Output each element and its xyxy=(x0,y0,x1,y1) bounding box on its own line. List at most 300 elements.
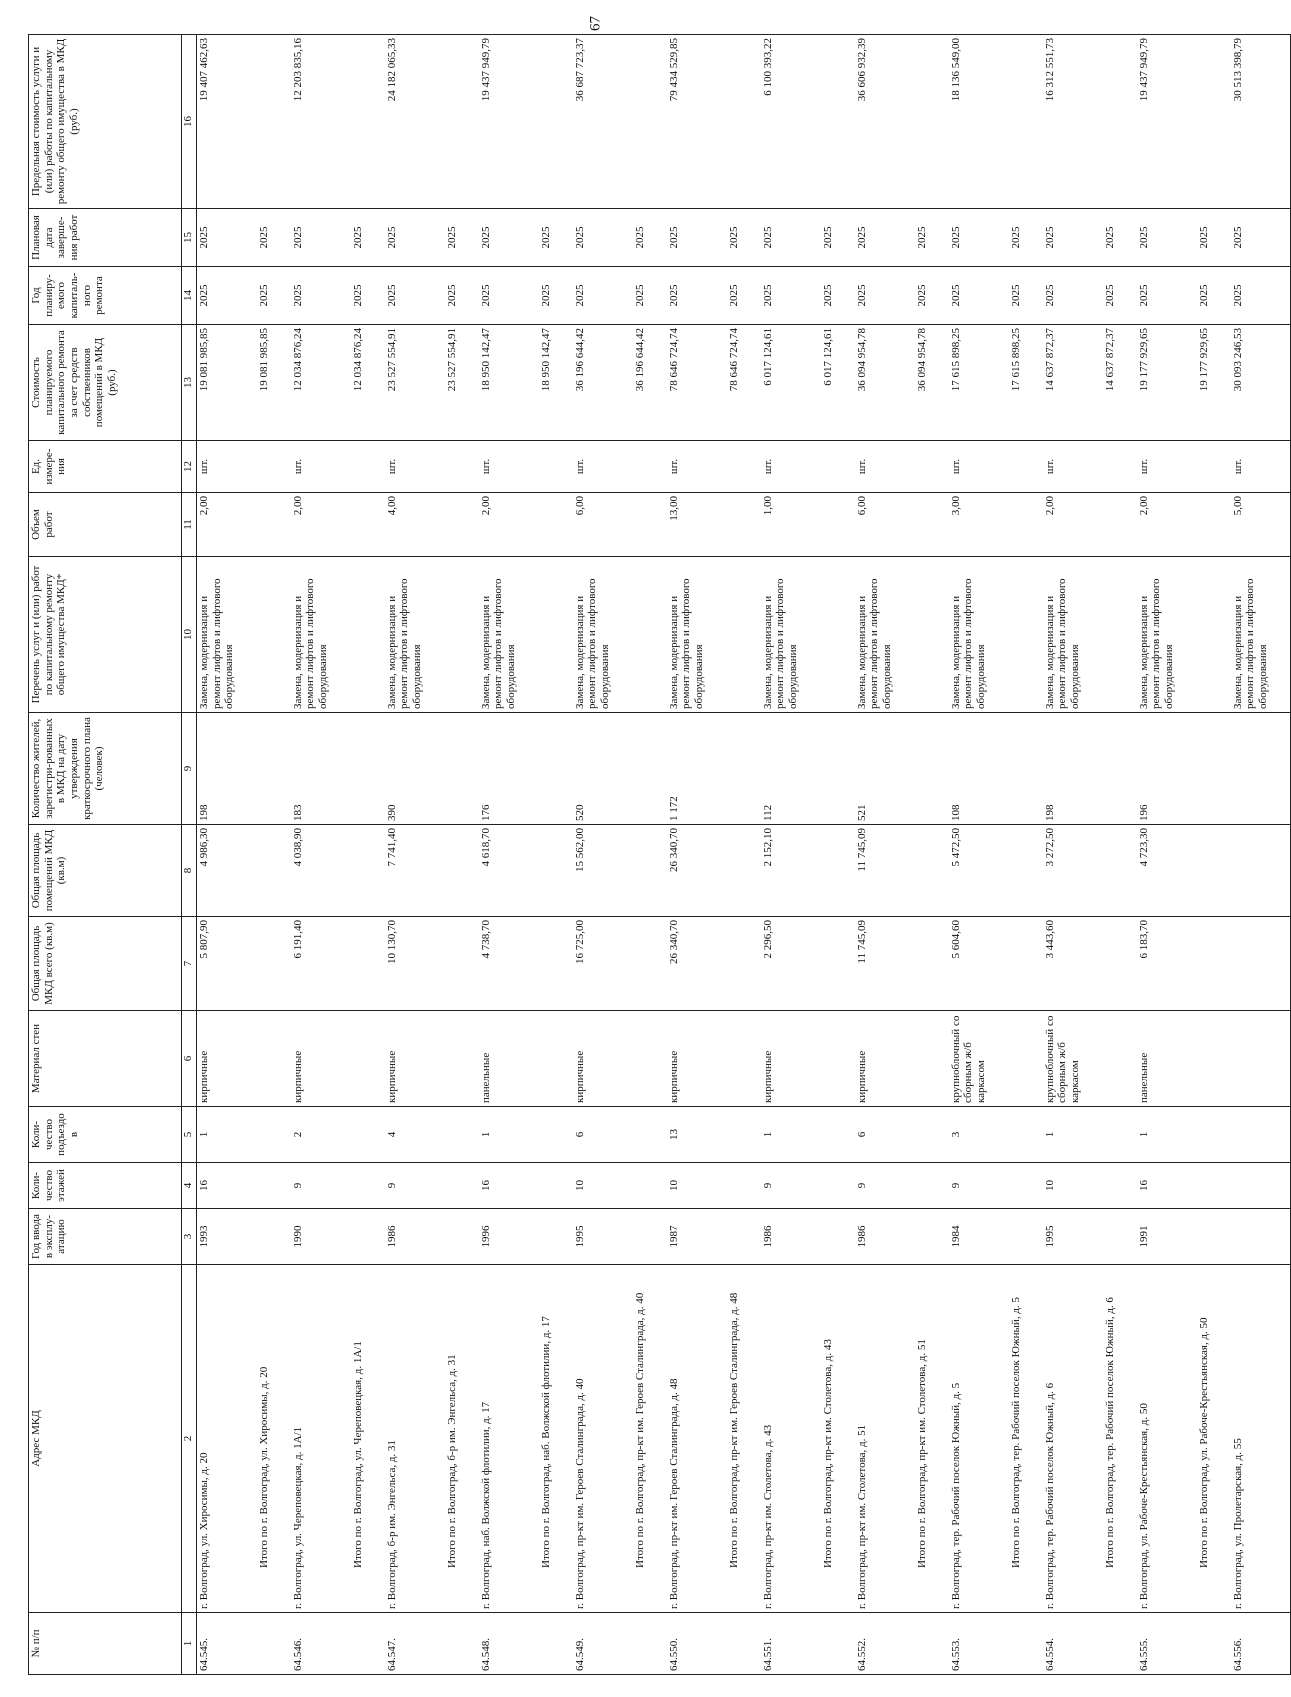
max-cost-cell: 36 687 723,37 xyxy=(573,35,633,209)
work-list-cell: Замена, модернизация и ремонт лифтов и лифтового оборудования xyxy=(1231,557,1291,713)
work-volume-cell xyxy=(1103,493,1137,557)
work-list-cell: Замена, модернизация и ремонт лифтов и лифтового оборудования xyxy=(949,557,1009,713)
rooms-area-cell xyxy=(727,825,761,917)
floors-cell: 9 xyxy=(291,1163,351,1209)
end-date-cell: 2025 xyxy=(351,209,385,267)
max-cost-cell xyxy=(1009,35,1043,209)
column-header-16: Предельная стоимость услуги и (или) работы по капитальному ремонту общего имущества в МКД (руб.) xyxy=(29,35,182,209)
max-cost-cell xyxy=(539,35,573,209)
row-number-cell: 64.546. xyxy=(291,1613,351,1675)
row-number-cell xyxy=(821,1613,855,1675)
plan-year-cell: 2025 xyxy=(385,267,445,325)
year-built-cell xyxy=(1197,1209,1231,1265)
address-cell: Итого по г. Волгоград, ул. Хиросимы, д. 20 xyxy=(257,1265,291,1613)
end-date-cell: 2025 xyxy=(291,209,351,267)
owner-cost-cell: 17 615 898,25 xyxy=(949,325,1009,441)
entrances-cell xyxy=(351,1107,385,1163)
work-list-cell xyxy=(351,557,385,713)
unit-cell xyxy=(821,441,855,493)
address-cell: Итого по г. Волгоград, тер. Рабочий поселок Южный, д. 6 xyxy=(1103,1265,1137,1613)
floors-cell xyxy=(1103,1163,1137,1209)
row-number-cell: 64.556. xyxy=(1231,1613,1291,1675)
work-list-cell xyxy=(539,557,573,713)
table-row xyxy=(761,35,821,1675)
year-built-cell xyxy=(1103,1209,1137,1265)
plan-year-cell: 2025 xyxy=(1009,267,1043,325)
entrances-cell: 4 xyxy=(385,1107,445,1163)
plan-year-cell: 2025 xyxy=(291,267,351,325)
total-area-cell: 5 807,90 xyxy=(197,917,257,1011)
total-area-cell xyxy=(1009,917,1043,1011)
entrances-cell xyxy=(821,1107,855,1163)
address-cell: г. Волгоград, ул. Хиросимы, д. 20 xyxy=(197,1265,257,1613)
entrances-cell xyxy=(633,1107,667,1163)
year-built-cell: 1996 xyxy=(479,1209,539,1265)
work-volume-cell: 13,00 xyxy=(667,493,727,557)
column-number-4: 4 xyxy=(182,1163,197,1209)
rooms-area-cell: 11 745,09 xyxy=(855,825,915,917)
work-list-cell: Замена, модернизация и ремонт лифтов и лифтового оборудования xyxy=(197,557,257,713)
total-row xyxy=(1103,35,1137,1675)
end-date-cell: 2025 xyxy=(1043,209,1103,267)
wall-material-cell xyxy=(351,1011,385,1107)
column-number-16: 16 xyxy=(182,35,197,209)
max-cost-cell: 79 434 529,85 xyxy=(667,35,727,209)
work-volume-cell: 6,00 xyxy=(573,493,633,557)
plan-year-cell: 2025 xyxy=(197,267,257,325)
work-volume-cell xyxy=(821,493,855,557)
max-cost-cell xyxy=(1103,35,1137,209)
floors-cell xyxy=(727,1163,761,1209)
total-area-cell xyxy=(539,917,573,1011)
end-date-cell: 2025 xyxy=(949,209,1009,267)
row-number-cell xyxy=(1197,1613,1231,1675)
work-volume-cell: 5,00 xyxy=(1231,493,1291,557)
residents-cell xyxy=(351,713,385,825)
unit-cell xyxy=(727,441,761,493)
owner-cost-cell: 23 527 554,91 xyxy=(445,325,479,441)
owner-cost-cell: 19 177 929,65 xyxy=(1137,325,1197,441)
table-row xyxy=(573,35,633,1675)
work-volume-cell xyxy=(539,493,573,557)
address-cell: Итого по г. Волгоград, пр-кт им. Столетова, д. 43 xyxy=(821,1265,855,1613)
address-cell: Итого по г. Волгоград, тер. Рабочий поселок Южный, д. 5 xyxy=(1009,1265,1043,1613)
end-date-cell: 2025 xyxy=(727,209,761,267)
table-row xyxy=(1231,35,1291,1675)
wall-material-cell xyxy=(1231,1011,1291,1107)
residents-cell: 390 xyxy=(385,713,445,825)
work-list-cell xyxy=(633,557,667,713)
entrances-cell: 13 xyxy=(667,1107,727,1163)
end-date-cell: 2025 xyxy=(633,209,667,267)
table-row xyxy=(949,35,1009,1675)
end-date-cell: 2025 xyxy=(1009,209,1043,267)
work-volume-cell: 2,00 xyxy=(1137,493,1197,557)
year-built-cell xyxy=(821,1209,855,1265)
column-number-8: 8 xyxy=(182,825,197,917)
work-list-cell: Замена, модернизация и ремонт лифтов и лифтового оборудования xyxy=(761,557,821,713)
column-number-11: 11 xyxy=(182,493,197,557)
entrances-cell xyxy=(257,1107,291,1163)
year-built-cell xyxy=(727,1209,761,1265)
end-date-cell: 2025 xyxy=(1231,209,1291,267)
wall-material-cell: кирпичные xyxy=(385,1011,445,1107)
floors-cell xyxy=(257,1163,291,1209)
residents-cell: 196 xyxy=(1137,713,1197,825)
work-list-cell: Замена, модернизация и ремонт лифтов и лифтового оборудования xyxy=(1137,557,1197,713)
rooms-area-cell: 15 562,00 xyxy=(573,825,633,917)
total-row xyxy=(1009,35,1043,1675)
residents-cell: 198 xyxy=(197,713,257,825)
column-header-5: Коли-чество подъездо в xyxy=(29,1107,182,1163)
rooms-area-cell: 2 152,10 xyxy=(761,825,821,917)
plan-year-cell: 2025 xyxy=(1137,267,1197,325)
column-header-9: Количество жителей, зарегистри-рованных в МКД на дату утверждения краткосрочного плана (человек) xyxy=(29,713,182,825)
end-date-cell: 2025 xyxy=(1137,209,1197,267)
plan-year-cell: 2025 xyxy=(667,267,727,325)
residents-cell xyxy=(1103,713,1137,825)
owner-cost-cell: 19 081 985,85 xyxy=(257,325,291,441)
row-number-cell: 64.554. xyxy=(1043,1613,1103,1675)
residents-cell xyxy=(821,713,855,825)
work-volume-cell: 2,00 xyxy=(291,493,351,557)
plan-year-cell: 2025 xyxy=(351,267,385,325)
address-cell: г. Волгоград, б-р им. Энгельса, д. 31 xyxy=(385,1265,445,1613)
work-list-cell: Замена, модернизация и ремонт лифтов и лифтового оборудования xyxy=(291,557,351,713)
rooms-area-cell: 4 986,30 xyxy=(197,825,257,917)
table-row xyxy=(1137,35,1197,1675)
unit-cell xyxy=(445,441,479,493)
owner-cost-cell: 36 196 644,42 xyxy=(573,325,633,441)
residents-cell xyxy=(539,713,573,825)
residents-cell: 520 xyxy=(573,713,633,825)
unit-cell: шт. xyxy=(291,441,351,493)
residents-cell: 521 xyxy=(855,713,915,825)
floors-cell xyxy=(351,1163,385,1209)
rooms-area-cell: 4 723,30 xyxy=(1137,825,1197,917)
column-header-1: № п/п xyxy=(29,1613,182,1675)
work-volume-cell: 6,00 xyxy=(855,493,915,557)
residents-cell xyxy=(1197,713,1231,825)
work-list-cell xyxy=(727,557,761,713)
end-date-cell: 2025 xyxy=(915,209,949,267)
column-header-15: Плановая дата заверше-ния работ xyxy=(29,209,182,267)
max-cost-cell xyxy=(821,35,855,209)
entrances-cell: 1 xyxy=(197,1107,257,1163)
wall-material-cell xyxy=(539,1011,573,1107)
plan-year-cell: 2025 xyxy=(445,267,479,325)
total-area-cell xyxy=(257,917,291,1011)
column-number-5: 5 xyxy=(182,1107,197,1163)
residents-cell xyxy=(445,713,479,825)
work-volume-cell xyxy=(445,493,479,557)
address-cell: Итого по г. Волгоград, ул. Череповецкая, д. 1А/1 xyxy=(351,1265,385,1613)
total-area-cell: 6 183,70 xyxy=(1137,917,1197,1011)
max-cost-cell xyxy=(445,35,479,209)
year-built-cell: 1986 xyxy=(761,1209,821,1265)
address-cell: г. Волгоград, ул. Пролетарская, д. 55 xyxy=(1231,1265,1291,1613)
address-cell: г. Волгоград, тер. Рабочий поселок Южный, д. 5 xyxy=(949,1265,1009,1613)
total-area-cell: 26 340,70 xyxy=(667,917,727,1011)
entrances-cell: 1 xyxy=(1043,1107,1103,1163)
row-number-cell xyxy=(633,1613,667,1675)
wall-material-cell: кирпичные xyxy=(761,1011,821,1107)
plan-year-cell: 2025 xyxy=(633,267,667,325)
entrances-cell: 2 xyxy=(291,1107,351,1163)
total-area-cell: 11 745,09 xyxy=(855,917,915,1011)
year-built-cell: 1993 xyxy=(197,1209,257,1265)
owner-cost-cell: 14 637 872,37 xyxy=(1103,325,1137,441)
address-cell: Итого по г. Волгоград, пр-кт им. Столетова, д. 51 xyxy=(915,1265,949,1613)
floors-cell: 10 xyxy=(1043,1163,1103,1209)
owner-cost-cell: 19 081 985,85 xyxy=(197,325,257,441)
owner-cost-cell: 23 527 554,91 xyxy=(385,325,445,441)
plan-year-cell: 2025 xyxy=(821,267,855,325)
total-row xyxy=(257,35,291,1675)
max-cost-cell xyxy=(257,35,291,209)
column-header-12: Ед. измере-ния xyxy=(29,441,182,493)
address-cell: Итого по г. Волгоград, пр-кт им. Героев Сталинграда, д. 48 xyxy=(727,1265,761,1613)
table-body xyxy=(197,35,1291,1675)
rooms-area-cell xyxy=(351,825,385,917)
owner-cost-cell: 36 094 954,78 xyxy=(855,325,915,441)
residents-cell xyxy=(1231,713,1291,825)
owner-cost-cell: 18 950 142,47 xyxy=(539,325,573,441)
max-cost-cell: 18 136 549,00 xyxy=(949,35,1009,209)
owner-cost-cell: 14 637 872,37 xyxy=(1043,325,1103,441)
wall-material-cell xyxy=(257,1011,291,1107)
row-number-cell: 64.547. xyxy=(385,1613,445,1675)
end-date-cell: 2025 xyxy=(1103,209,1137,267)
work-volume-cell: 2,00 xyxy=(197,493,257,557)
end-date-cell: 2025 xyxy=(667,209,727,267)
floors-cell xyxy=(821,1163,855,1209)
column-header-3: Год ввода в эксплу-атацию xyxy=(29,1209,182,1265)
year-built-cell: 1995 xyxy=(573,1209,633,1265)
year-built-cell xyxy=(539,1209,573,1265)
year-built-cell: 1986 xyxy=(855,1209,915,1265)
row-number-cell: 64.555. xyxy=(1137,1613,1197,1675)
column-number-3: 3 xyxy=(182,1209,197,1265)
table-row xyxy=(385,35,445,1675)
total-area-cell: 16 725,00 xyxy=(573,917,633,1011)
address-cell: г. Волгоград, пр-кт им. Столетова, д. 51 xyxy=(855,1265,915,1613)
column-number-1: 1 xyxy=(182,1613,197,1675)
total-area-cell xyxy=(1103,917,1137,1011)
total-area-cell: 2 296,50 xyxy=(761,917,821,1011)
owner-cost-cell: 78 646 724,74 xyxy=(727,325,761,441)
year-built-cell: 1986 xyxy=(385,1209,445,1265)
total-area-cell xyxy=(1197,917,1231,1011)
row-number-cell xyxy=(445,1613,479,1675)
rooms-area-cell xyxy=(539,825,573,917)
table-row xyxy=(291,35,351,1675)
owner-cost-cell: 12 034 876,24 xyxy=(291,325,351,441)
rooms-area-cell: 4 618,70 xyxy=(479,825,539,917)
owner-cost-cell: 78 646 724,74 xyxy=(667,325,727,441)
end-date-cell: 2025 xyxy=(445,209,479,267)
floors-cell: 16 xyxy=(479,1163,539,1209)
address-cell: Итого по г. Волгоград, пр-кт им. Героев Сталинграда, д. 40 xyxy=(633,1265,667,1613)
wall-material-cell: кирпичные xyxy=(855,1011,915,1107)
total-row xyxy=(445,35,479,1675)
row-number-cell xyxy=(1103,1613,1137,1675)
work-volume-cell xyxy=(633,493,667,557)
rooms-area-cell xyxy=(257,825,291,917)
plan-year-cell: 2025 xyxy=(855,267,915,325)
end-date-cell: 2025 xyxy=(479,209,539,267)
entrances-cell xyxy=(445,1107,479,1163)
owner-cost-cell: 17 615 898,25 xyxy=(1009,325,1043,441)
wall-material-cell: крупноблочный со сборным ж/б каркасом xyxy=(1043,1011,1103,1107)
column-header-11: Объем работ xyxy=(29,493,182,557)
plan-year-cell: 2025 xyxy=(761,267,821,325)
rooms-area-cell: 3 272,50 xyxy=(1043,825,1103,917)
max-cost-cell xyxy=(351,35,385,209)
rooms-area-cell xyxy=(1197,825,1231,917)
work-volume-cell: 3,00 xyxy=(949,493,1009,557)
year-built-cell: 1984 xyxy=(949,1209,1009,1265)
column-number-6: 6 xyxy=(182,1011,197,1107)
column-header-14: Год планиру-емого капиталь-ного ремонта xyxy=(29,267,182,325)
residents-cell xyxy=(1009,713,1043,825)
unit-cell xyxy=(351,441,385,493)
max-cost-cell: 19 437 949,79 xyxy=(479,35,539,209)
year-built-cell xyxy=(1231,1209,1291,1265)
unit-cell xyxy=(1009,441,1043,493)
work-list-cell xyxy=(257,557,291,713)
floors-cell: 16 xyxy=(1137,1163,1197,1209)
wall-material-cell xyxy=(633,1011,667,1107)
max-cost-cell: 16 312 551,73 xyxy=(1043,35,1103,209)
max-cost-cell: 12 203 835,16 xyxy=(291,35,351,209)
total-area-cell xyxy=(821,917,855,1011)
unit-cell: шт. xyxy=(949,441,1009,493)
year-built-cell xyxy=(445,1209,479,1265)
table-row xyxy=(667,35,727,1675)
year-built-cell: 1990 xyxy=(291,1209,351,1265)
unit-cell: шт. xyxy=(855,441,915,493)
owner-cost-cell: 19 177 929,65 xyxy=(1197,325,1231,441)
entrances-cell xyxy=(727,1107,761,1163)
floors-cell: 10 xyxy=(573,1163,633,1209)
total-row xyxy=(539,35,573,1675)
year-built-cell: 1991 xyxy=(1137,1209,1197,1265)
unit-cell: шт. xyxy=(1137,441,1197,493)
plan-year-cell: 2025 xyxy=(257,267,291,325)
max-cost-cell: 19 407 462,63 xyxy=(197,35,257,209)
rooms-area-cell: 7 741,40 xyxy=(385,825,445,917)
total-area-cell xyxy=(915,917,949,1011)
wall-material-cell: панельные xyxy=(479,1011,539,1107)
entrances-cell: 1 xyxy=(761,1107,821,1163)
max-cost-cell: 6 100 393,22 xyxy=(761,35,821,209)
rooms-area-cell xyxy=(1103,825,1137,917)
end-date-cell: 2025 xyxy=(197,209,257,267)
unit-cell: шт. xyxy=(479,441,539,493)
entrances-cell: 1 xyxy=(1137,1107,1197,1163)
floors-cell: 9 xyxy=(385,1163,445,1209)
row-number-cell: 64.551. xyxy=(761,1613,821,1675)
entrances-cell xyxy=(915,1107,949,1163)
entrances-cell: 1 xyxy=(479,1107,539,1163)
page-number: 67 xyxy=(587,16,604,31)
residents-cell xyxy=(633,713,667,825)
unit-cell: шт. xyxy=(1043,441,1103,493)
owner-cost-cell: 18 950 142,47 xyxy=(479,325,539,441)
total-area-cell: 3 443,60 xyxy=(1043,917,1103,1011)
work-list-cell: Замена, модернизация и ремонт лифтов и лифтового оборудования xyxy=(573,557,633,713)
address-cell: г. Волгоград, пр-кт им. Героев Сталинграда, д. 48 xyxy=(667,1265,727,1613)
unit-cell: шт. xyxy=(573,441,633,493)
owner-cost-cell: 36 094 954,78 xyxy=(915,325,949,441)
row-number-cell xyxy=(915,1613,949,1675)
unit-cell xyxy=(633,441,667,493)
work-list-cell: Замена, модернизация и ремонт лифтов и лифтового оборудования xyxy=(855,557,915,713)
row-number-cell xyxy=(257,1613,291,1675)
residents-cell: 108 xyxy=(949,713,1009,825)
rooms-area-cell: 5 472,50 xyxy=(949,825,1009,917)
floors-cell xyxy=(539,1163,573,1209)
work-volume-cell: 2,00 xyxy=(1043,493,1103,557)
column-number-9: 9 xyxy=(182,713,197,825)
owner-cost-cell: 12 034 876,24 xyxy=(351,325,385,441)
row-number-cell xyxy=(727,1613,761,1675)
total-area-cell xyxy=(445,917,479,1011)
plan-year-cell: 2025 xyxy=(727,267,761,325)
rotated-table-container xyxy=(28,35,1269,1675)
address-cell: Итого по г. Волгоград, наб. Волжской флотилии, д. 17 xyxy=(539,1265,573,1613)
plan-year-cell: 2025 xyxy=(573,267,633,325)
column-header-4: Коли-чество этажей xyxy=(29,1163,182,1209)
wall-material-cell xyxy=(1197,1011,1231,1107)
rooms-area-cell xyxy=(445,825,479,917)
year-built-cell xyxy=(633,1209,667,1265)
table-row xyxy=(479,35,539,1675)
year-built-cell xyxy=(915,1209,949,1265)
floors-cell xyxy=(1231,1163,1291,1209)
wall-material-cell: кирпичные xyxy=(573,1011,633,1107)
work-list-cell xyxy=(1009,557,1043,713)
entrances-cell: 6 xyxy=(855,1107,915,1163)
column-header-6: Материал стен xyxy=(29,1011,182,1107)
address-cell: Итого по г. Волгоград, ул. Рабоче-Крестьянская, д. 50 xyxy=(1197,1265,1231,1613)
year-built-cell xyxy=(257,1209,291,1265)
floors-cell xyxy=(915,1163,949,1209)
plan-year-cell: 2025 xyxy=(1103,267,1137,325)
total-area-cell: 5 604,60 xyxy=(949,917,1009,1011)
residents-cell: 176 xyxy=(479,713,539,825)
year-built-cell xyxy=(351,1209,385,1265)
wall-material-cell: крупноблочный со сборным ж/б каркасом xyxy=(949,1011,1009,1107)
entrances-cell xyxy=(539,1107,573,1163)
column-number-row xyxy=(182,35,197,1675)
work-volume-cell xyxy=(915,493,949,557)
floors-cell xyxy=(1009,1163,1043,1209)
column-number-14: 14 xyxy=(182,267,197,325)
address-cell: г. Волгоград, пр-кт им. Героев Сталинграда, д. 40 xyxy=(573,1265,633,1613)
end-date-cell: 2025 xyxy=(257,209,291,267)
entrances-cell xyxy=(1197,1107,1231,1163)
total-area-cell xyxy=(351,917,385,1011)
year-built-cell: 1995 xyxy=(1043,1209,1103,1265)
total-area-cell xyxy=(633,917,667,1011)
floors-cell: 9 xyxy=(949,1163,1009,1209)
max-cost-cell: 36 606 932,39 xyxy=(855,35,915,209)
table-row xyxy=(1043,35,1103,1675)
row-number-cell: 64.545. xyxy=(197,1613,257,1675)
wall-material-cell xyxy=(1009,1011,1043,1107)
